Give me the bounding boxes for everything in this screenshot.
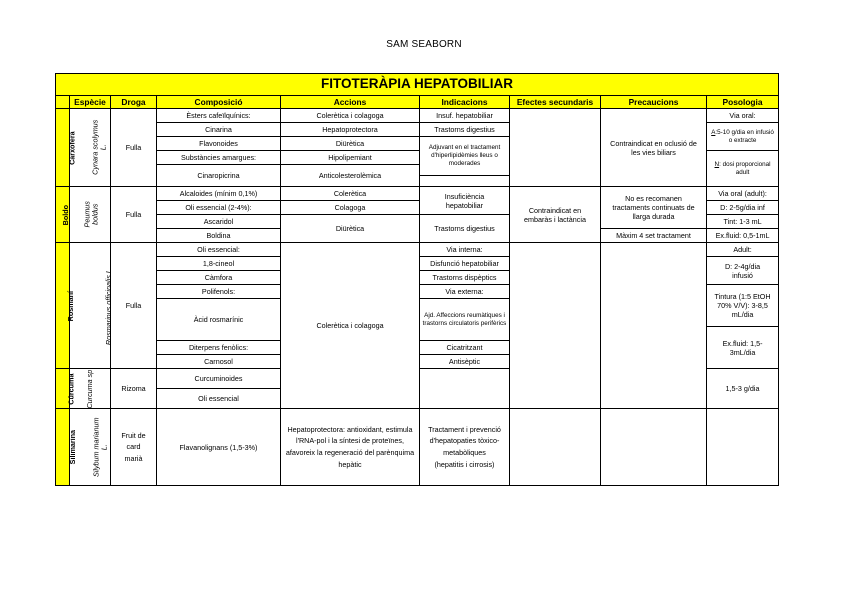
indications-silimarina: Tractament i prevenció d'hepatopaties tòxico-metabòliques (hepatitis i cirrosis)	[420, 409, 510, 486]
family-boldo: Boldo	[56, 187, 70, 243]
indications-curcuma	[420, 369, 510, 409]
action-cell: Colagoga	[281, 201, 420, 215]
composition-cell: Curcuminoides	[157, 369, 281, 389]
indication-cell: Adjuvant en el tractament d'hiperlipidèmies lleus o moderades	[420, 137, 510, 176]
precautions-boldo: No es recomanen tractaments continuats de llarga durada	[601, 187, 707, 229]
side-effects-boldo: Contraindicat en embaràs i lactància	[510, 187, 601, 243]
posology-cell: Via oral (adult):	[707, 187, 779, 201]
indication-cell: Ajd. Affeccions reumàtiques i trastorns circulatoris perifèrics	[420, 299, 510, 341]
drug-boldo: Fulla	[111, 187, 157, 243]
drug-carxofera: Fulla	[111, 109, 157, 187]
indication-cell: Disfunció hepatobiliar	[420, 257, 510, 271]
indication-cell: Trastorns digestius	[420, 123, 510, 137]
family-silimarina: Silimarina	[56, 409, 70, 486]
drug-rosmani: Fulla	[111, 243, 157, 369]
drug-curcuma: Rizoma	[111, 369, 157, 409]
composition-cell: Càmfora	[157, 271, 281, 285]
posology-cell: Ex.fluid: 0,5-1mL	[707, 229, 779, 243]
species-rosmani: Rosmarinus officinalis L.	[70, 243, 111, 369]
family-curcuma: Cúrcuma	[56, 369, 70, 409]
composition-silimarina: Flavanolignans (1,5-3%)	[157, 409, 281, 486]
precautions-carxofera: Contraindicat en oclusió de les vies biliars	[601, 109, 707, 187]
composition-cell: Diterpens fenòlics:	[157, 341, 281, 355]
header-drug: Droga	[111, 96, 157, 109]
indication-cell: Via interna:	[420, 243, 510, 257]
indication-cell: Insuf. hepatobiliar	[420, 109, 510, 123]
table-title: FITOTERÀPIA HEPATOBILIAR	[56, 74, 779, 96]
indication-cell: Antisèptic	[420, 355, 510, 369]
composition-cell: Ascaridol	[157, 215, 281, 229]
composition-cell: Oli essencial:	[157, 243, 281, 257]
composition-cell: Alcaloides (mínim 0,1%)	[157, 187, 281, 201]
header-row	[56, 96, 779, 109]
drug-silimarina: Fruit de card marià	[111, 409, 157, 486]
precautions-rosmani	[601, 243, 707, 409]
posology-cell: Ex.fluid: 1,5-3mL/dia	[707, 327, 779, 369]
family-rosmani: Rosmaní	[56, 243, 70, 369]
indication-cell: Trastorns dispèptics	[420, 271, 510, 285]
composition-cell: Oli essencial (2-4%):	[157, 201, 281, 215]
side-effects-silimarina	[510, 409, 601, 486]
header-posology: Posologia	[707, 96, 779, 109]
composition-cell: Èsters cafeïlquínics:	[157, 109, 281, 123]
composition-cell: Cinaropicrina	[157, 165, 281, 187]
actions-rosmani-curcuma: Colerètica i colagoga	[281, 243, 420, 409]
indication-cell: Via externa:	[420, 285, 510, 299]
indication-cell: Cicatritzant	[420, 341, 510, 355]
composition-cell: 1,8-cineol	[157, 257, 281, 271]
composition-cell: Flavonoides	[157, 137, 281, 151]
indication-cell: Insuficiència hepatobiliar	[420, 187, 510, 215]
composition-cell: Àcid rosmarínic	[157, 299, 281, 341]
composition-cell: Carnosol	[157, 355, 281, 369]
side-effects-rosmani	[510, 243, 601, 409]
composition-cell: Substàncies amargues:	[157, 151, 281, 165]
header-species: Espècie	[70, 96, 111, 109]
action-cell: Colerètica	[281, 187, 420, 201]
composition-cell: Polifenols:	[157, 285, 281, 299]
actions-silimarina: Hepatoprotectora: antioxidant, estimula l'RNA-pol i la síntesi de proteïnes, afavoreix la regeneració del parènquima hepàtic	[281, 409, 420, 486]
composition-cell: Boldina	[157, 229, 281, 243]
composition-cell: Cinarina	[157, 123, 281, 137]
header-precautions: Precaucions	[601, 96, 707, 109]
posology-silimarina	[707, 409, 779, 486]
species-silimarina: Silybum marianum L.	[70, 409, 111, 486]
composition-cell: Oli essencial	[157, 389, 281, 409]
action-cell: Hepatoprotectora	[281, 123, 420, 137]
posology-cell: Adult:	[707, 243, 779, 257]
action-cell: Colerètica i colagoga	[281, 109, 420, 123]
phytotherapy-table	[55, 73, 779, 486]
action-cell: Anticolesterolèmica	[281, 165, 420, 187]
posology-cell: Via oral:	[707, 109, 779, 123]
indication-cell: Trastorns digestius	[420, 215, 510, 243]
posology-cell: D: 2-5g/dia inf	[707, 201, 779, 215]
species-curcuma: Curcuma sp	[70, 369, 111, 409]
header-actions: Accions	[281, 96, 420, 109]
posology-cell: Tintura (1:5 EtOH 70% V/V): 3-8,5 mL/dia	[707, 285, 779, 327]
precautions-cell: Màxim 4 set tractament	[601, 229, 707, 243]
posology-cell: Tint: 1-3 mL	[707, 215, 779, 229]
header-composition: Composició	[157, 96, 281, 109]
posology-cell: A:5-10 g/dia en infusió o extracte	[707, 123, 779, 151]
posology-curcuma: 1,5-3 g/dia	[707, 369, 779, 409]
action-cell: Diürètica	[281, 137, 420, 151]
species-carxofera: Cynara scolymus L.	[70, 109, 111, 187]
header-side-effects: Efectes secundaris	[510, 96, 601, 109]
family-carxofera: Carxofera	[56, 109, 70, 187]
document-author: SAM SEABORN	[386, 39, 462, 50]
header-blank	[56, 96, 70, 109]
side-effects-carxofera	[510, 109, 601, 187]
posology-cell: N: dosi proporcional adult	[707, 151, 779, 187]
species-boldo: Peumus boldus	[70, 187, 111, 243]
precautions-silimarina	[601, 409, 707, 486]
action-cell: Hipolipemiant	[281, 151, 420, 165]
posology-cell: D: 2-4g/dia infusió	[707, 257, 779, 285]
header-indications: Indicacions	[420, 96, 510, 109]
action-cell: Diürètica	[281, 215, 420, 243]
